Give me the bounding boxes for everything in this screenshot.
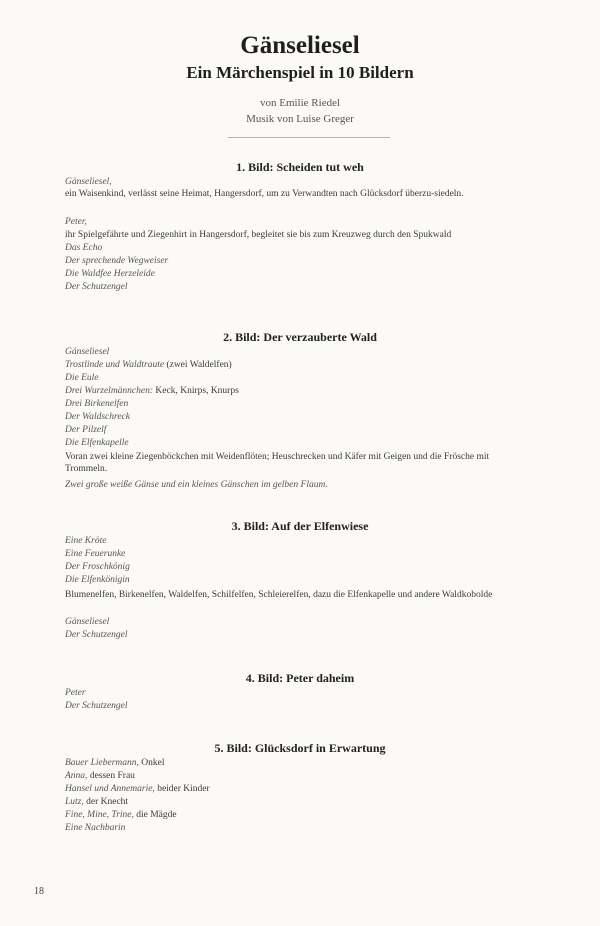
cast-entry: Der sprechende Wegweiser [65,256,169,266]
cast-entry: Lutz, der Knecht [65,797,129,807]
cast-entry: Der Schutzengel [65,282,128,292]
title-divider [228,137,390,138]
section-heading-3: 3. Bild: Auf der Elfenwiese [231,519,369,533]
cast-entry: Der Pilzelf [65,425,107,435]
cast-entry: Eine Nachbarin [65,823,126,833]
cast-entry: Drei Wurzelmännchen: Keck, Knirps, Knurps [65,386,239,396]
section-heading-4: 4. Bild: Peter daheim [245,671,355,685]
cast-entry: Fine, Mine, Trine, die Mägde [65,810,177,820]
page-title: Gänseliesel [240,32,360,59]
page-subtitle: Ein Märchenspiel in 10 Bildern [186,63,414,82]
cast-entry: Die Elfenkapelle [65,438,129,448]
cast-entry: Hansel und Annemarie, beider Kinder [65,784,210,794]
cast-entry: Trostlinde und Waldtraute (zwei Waldelfen) [65,360,232,370]
cast-entry: Das Echo [65,243,103,253]
section-heading-1: 1. Bild: Scheiden tut weh [236,160,364,174]
cast-entry: Eine Kröte [65,536,107,546]
cast-entry: Der Schutzengel [65,630,128,640]
cast-entry: ein Waisenkind, verlässt seine Heimat, Hangersdorf, um zu Verwandten nach Glücksdorf überzu-siedeln. [65,189,464,199]
cast-entry: Der Waldschreck [65,412,130,422]
section-heading-5: 5. Bild: Glücksdorf in Erwartung [214,741,386,755]
page-number: 18 [34,886,44,897]
section-heading-2: 2. Bild: Der verzauberte Wald [223,330,377,344]
cast-entry: ihr Spielgefährte und Ziegenhirt in Hangersdorf, begleitet sie bis zum Kreuzweg durch den Spukwald [65,230,452,240]
cast-entry: Bauer Liebermann, Onkel [65,758,165,768]
cast-entry: Der Schutzengel [65,701,128,711]
composer-credit: Musik von Luise Greger [246,113,354,125]
cast-entry: Die Waldfee Herzeleide [65,269,155,279]
cast-entry: Die Elfenkönigin [65,575,130,585]
cast-entry: Anna, dessen Frau [65,771,135,781]
author-credit: von Emilie Riedel [259,97,341,109]
cast-entry: Gänseliesel [65,617,110,627]
cast-entry: Gänseliesel, [65,177,112,187]
cast-entry: Peter, [65,217,87,227]
cast-entry: Zwei große weiße Gänse und ein kleines Gänschen im gelben Flaum. [65,480,328,490]
cast-entry: Gänseliesel [65,347,110,357]
cast-entry: Peter [65,688,86,698]
cast-entry: Der Froschkönig [65,562,130,572]
cast-entry: Blumenelfen, Birkenelfen, Waldelfen, Schilfelfen, Schleierelfen, dazu die Elfenkapelle und andere Waldkobolde [65,590,493,600]
cast-entry: Die Eule [65,373,99,383]
cast-entry: Voran zwei kleine Ziegenböckchen mit Weidenflöten; Heuschrecken und Käfer mit Geigen und die Frösche mit Trommeln. [65,452,490,474]
cast-entry: Eine Feuerunke [65,549,126,559]
cast-entry: Drei Birkenelfen [65,399,129,409]
